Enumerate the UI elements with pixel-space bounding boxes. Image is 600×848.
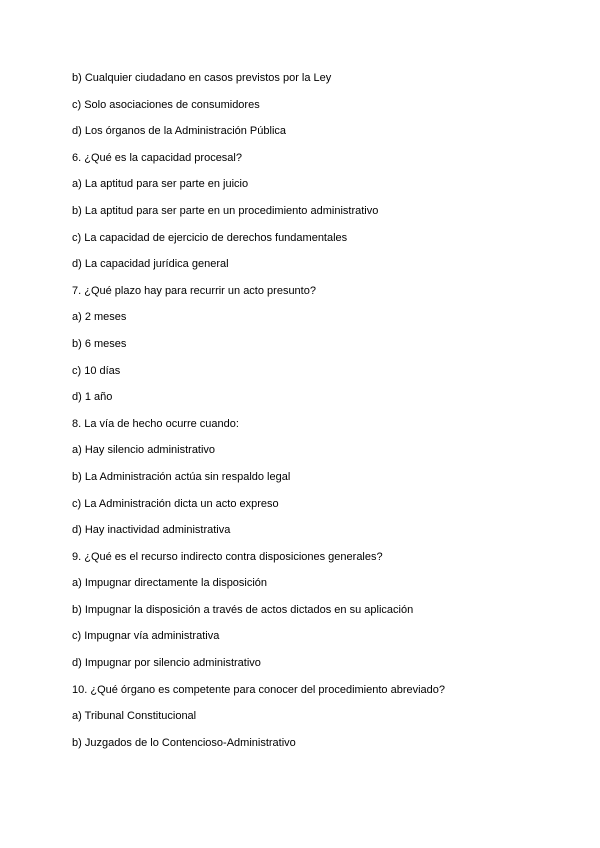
answer-option: a) Impugnar directamente la disposición	[72, 577, 268, 590]
answer-option: b) La aptitud para ser parte en un procedimiento administrativo	[72, 204, 379, 217]
answer-option: b) Juzgados de lo Contencioso-Administrativo	[72, 736, 296, 749]
question-8: 8. La vía de hecho ocurre cuando:	[72, 417, 239, 430]
answer-option: d) Los órganos de la Administración Pública	[72, 125, 287, 138]
answer-option: a) Hay silencio administrativo	[72, 444, 216, 457]
answer-option: c) La capacidad de ejercicio de derechos fundamentales	[72, 231, 348, 244]
answer-option: a) 2 meses	[72, 311, 127, 324]
question-10: 10. ¿Qué órgano es competente para conocer del procedimiento abreviado?	[72, 683, 446, 696]
answer-option: c) 10 días	[72, 364, 121, 377]
question-7: 7. ¿Qué plazo hay para recurrir un acto presunto?	[72, 284, 316, 297]
answer-option: d) La capacidad jurídica general	[72, 258, 229, 271]
answer-option: c) La Administración dicta un acto expreso	[72, 497, 279, 510]
question-6: 6. ¿Qué es la capacidad procesal?	[72, 151, 242, 164]
answer-option: c) Impugnar vía administrativa	[72, 630, 220, 643]
question-9: 9. ¿Qué es el recurso indirecto contra disposiciones generales?	[72, 550, 383, 563]
answer-option: b) Cualquier ciudadano en casos previstos por la Ley	[72, 72, 332, 84]
answer-option: d) 1 año	[72, 391, 113, 404]
answer-option: a) La aptitud para ser parte en juicio	[72, 178, 249, 191]
answer-option: d) Hay inactividad administrativa	[72, 524, 231, 537]
answer-option: a) Tribunal Constitucional	[72, 710, 197, 723]
answer-option: c) Solo asociaciones de consumidores	[72, 98, 260, 111]
question-list	[72, 71, 445, 762]
answer-option: b) Impugnar la disposición a través de actos dictados en su aplicación	[72, 603, 414, 616]
answer-option: b) 6 meses	[72, 337, 127, 350]
answer-option: b) La Administración actúa sin respaldo legal	[72, 470, 291, 483]
answer-option: d) Impugnar por silencio administrativo	[72, 657, 261, 670]
